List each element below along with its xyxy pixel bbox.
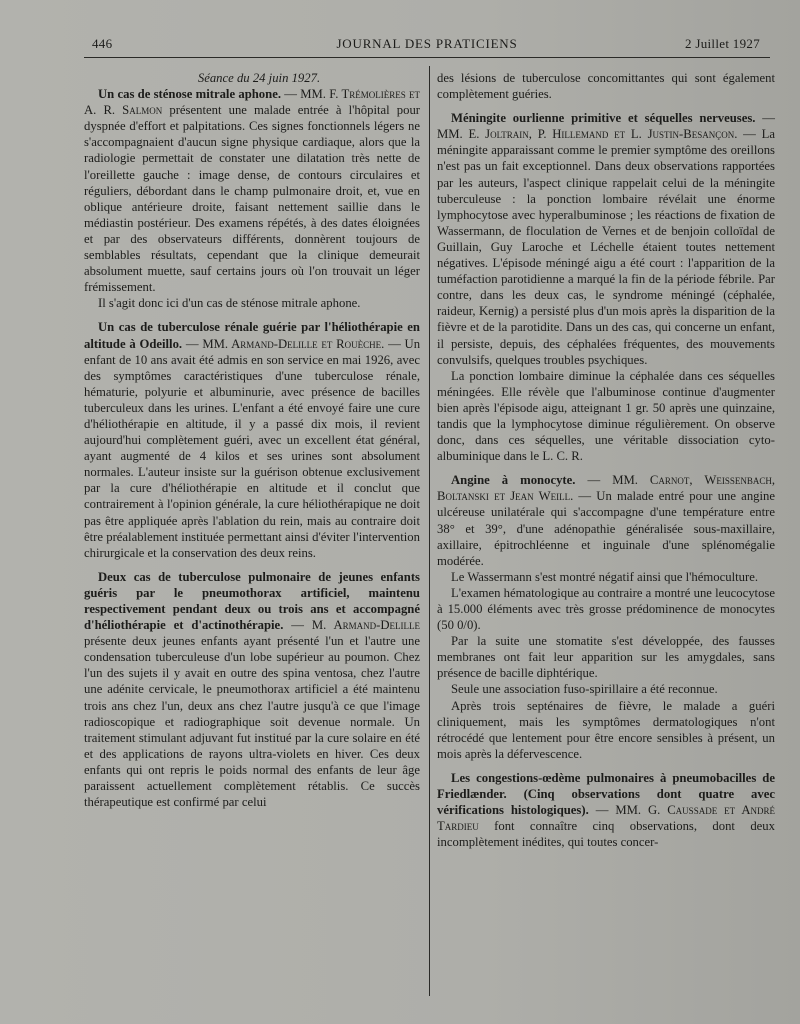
continued-paragraph: des lésions de tuberculose concomittantes qui sont également complètement guéries. <box>437 71 775 102</box>
article-title: Les congestions-œdème pulmonaires à pneumobacilles de Friedlænder. (Cinq observations dont quatre avec vérifications histologiques). <box>437 770 775 818</box>
article-authors: M. Armand-Delille <box>311 618 421 633</box>
article-tuberculose-renale: Un cas de tuberculose rénale guérie par l'héliothérapie en altitude à Odeillo. — MM. Armand-Delille et Rouèche. — Un enfant de 10 ans avait été admis en son service en mai 1926, avec des symptômes caractéristiques d'une tuberculose rénale, hématurie, polyurie et albuminurie, avec présence de bacilles tuberculeux dans les urines. L'enfant a été envoyé faire une cure d'héliothérapie en altitude, il y a passé dix mois, il revient aujourd'hui complètement guéri, avec un excellent état général, ayant augmenté de 4 kilos et ses urines sont absolument normales. L'auteur insiste sur la guérison obtenue exclusivement par la cure d'héliothérapie en altitude et il conclut que contrairement à l'opinion générale, la cure héliothérapique ne doit pas être appliquée après l'ablation du rein, mais au contraire doit être préalablement instituée permettant ainsi d'éviter l'intervention chirurgicale et la conservation des deux reins. <box>84 320 421 560</box>
article-meningite-ourlienne: Méningite ourlienne primitive et séquelles nerveuses. — MM. E. Joltrain, P. Hillemand et L. Justin-Besançon. — La méningite apparaissant comme le premier symptôme des oreillons n'est pas un fait exceptionnel. Dans deux observations rapportées par les auteurs, l'aspect clinique rappelait celui de la méningite tuberculeuse : la ponction lombaire révélait une énorme lymphocytose avec hyperalbuminose ; les réactions de fixation de Wassermann, de floculation de Vernes et de benjoin colloïdal de Guillain, Guy Laroche et Léchelle étaient toutes nettement négatives. L'épisode méningé aigu a été court : l'apparition de la tuméfaction parotidienne a marqué la fin de la période fébrile. Par contre, dans les deux cas, le syndrome méningé (céphalée, raideur, Kernig) a persisté plus d'un mois après la disparition de la fièvre et de la parotidite. Dans un des cas, qui concerne un enfant, il persiste, depuis, des céphalées fréquentes, des mouvements convulsifs, quelques troubles psychiques. <box>437 111 776 367</box>
article-body: présentent une malade entrée à l'hôpital pour dyspnée d'effort et palpitations. Ces signes fonctionnels légers ne s'accompagnaient d'aucun signe physique cardiaque, alors que la radiologie permettait de constater une dilatation très nette de l'oreillette gauche : image dense, de contours circulaires et réguliers, débordant dans le champ pulmonaire droit, et, vue en oblique antérieure droite, faisant nettement saillie dans le médiastin postérieur. Des examens répétés, à des dates éloignées et par des observateurs différents, donnèrent toujours de semblables résultats, cependant que la clinique demeurait absolument muette, sauf certains jours où l'on trouvait un léger frémissement. <box>84 103 421 295</box>
header-rule <box>84 57 770 58</box>
running-header <box>84 36 770 56</box>
paragraph: L'examen hématologique au contraire a montré une leucocytose à 15.000 éléments avec très grosse prédominence de monocytes (50 0/0). <box>437 585 775 633</box>
article-stenose-mitrale: Un cas de sténose mitrale aphone. — MM. F. Trémolières et A. R. Salmon présentent une malade entrée à l'hôpital pour dyspnée d'effort et palpitations. Ces signes fonctionnels légers ne s'accompagnaient d'aucun signe physique cardiaque, alors que la radiologie permettait de constater une dilatation très nette de l'oreillette gauche : image dense, de contours circulaires et réguliers, débordant dans le champ pulmonaire droit, et, vue en oblique antérieure droite, faisant nettement saillie dans le médiastin postérieur. Des examens répétés, à des dates éloignées et par des observateurs différents, donnèrent toujours de semblables résultats, cependant que la clinique demeurait absolument muette, sauf certains jours où l'on trouvait un léger frémissement. <box>84 87 421 295</box>
article-title: Méningite ourlienne primitive et séquelles nerveuses. <box>451 111 756 126</box>
paragraph: Il s'agit donc ici d'un cas de sténose mitrale aphone. <box>98 296 361 311</box>
article-body: Un enfant de 10 ans avait été admis en son service en mai 1926, avec des symptômes caractéristiques d'une tuberculose rénale, hématurie, polyurie et albuminurie, avec présence de bacilles tuberculeux dans les urines. L'enfant a été envoyé faire une cure d'héliothérapie en altitude, il y a passé dix mois, il revient aujourd'hui complètement guéri, avec un excellent état général, ayant augmenté de 4 kilos et ses urines sont absolument normales. L'auteur insiste sur la guérison obtenue exclusivement par la cure d'héliothérapie en altitude et il conclut que contrairement à l'opinion générale, la cure héliothérapique ne doit pas être appliquée après l'ablation du rein, mais au contraire doit être préalablement instituée permettant ainsi d'éviter l'intervention chirurgicale et la conservation des deux reins. <box>84 336 421 560</box>
article-title: Angine à monocyte. <box>451 473 576 488</box>
issue-date: 2 Juillet 1927 <box>685 36 760 51</box>
paragraph: Le Wassermann s'est montré négatif ainsi que l'hémoculture. <box>451 569 759 584</box>
article-title: Un cas de sténose mitrale aphone. <box>98 87 282 102</box>
paragraph: Par la suite une stomatite s'est développée, des fausses membranes ont fait leur apparition sur les amygdales, sans présence de bacille diphtérique. <box>437 634 775 681</box>
article-body: La méningite apparaissant comme le premier symptôme des oreillons n'est pas un fait exceptionnel. Dans deux observations rapportées par les auteurs, l'aspect clinique rappelait celui de la méningite tuberculeuse : la ponction lombaire révélait une énorme lymphocytose avec hyperalbuminose ; les réactions de fixation de Wassermann, de floculation de Vernes et de benjoin colloïdal de Guillain, Guy Laroche et Léchelle étaient toutes nettement négatives. L'épisode méningé aigu a été court : l'apparition de la tuméfaction parotidienne a marqué la fin de la période fébrile. Par contre, dans les deux cas, le syndrome méningé (céphalée, raideur, Kernig) a persisté plus d'un mois après la disparition de la fièvre et de la parotidite. Dans un des cas, qui concerne un enfant, il persiste, depuis, des céphalées fréquentes, des mouvements convulsifs, quelques troubles psychiques. <box>437 127 776 367</box>
article-congestions-oedeme: Les congestions-œdème pulmonaires à pneumobacilles de Friedlænder. (Cinq observations dont quatre avec vérifications histologiques). — MM. G. Caussade et André Tardieu font connaître cinq observations, dont deux incomplètement inédites, qui toutes concer- <box>437 770 775 850</box>
left-column <box>84 70 420 810</box>
article-authors: MM. Armand-Delille et Rouèche. <box>202 336 385 351</box>
article-body: Un malade entré pour une angine ulcéreuse unilatérale qui s'accompagne d'une température entre 38° et 39°, d'une adénopathie généralisée sous-maxillaire, axillaire, épitrochléenne et inguinale d'une splénomégalie modérée. <box>437 489 776 568</box>
paragraph: Seule une association fuso-spirillaire a été reconnue. <box>451 682 718 697</box>
article-body: font connaître cinq observations, dont deux incomplètement inédites, qui toutes concer- <box>437 819 775 850</box>
page-number: 446 <box>92 36 113 51</box>
article-title: Deux cas de tuberculose pulmonaire de jeunes enfants guéris par le pneumothorax artificiel, maintenu respectivement pendant deux ou trois ans et accompagné d'héliothérapie et d'actinothérapie. <box>84 569 420 633</box>
article-angine-monocyte: Angine à monocyte. — MM. Carnot, Weissenbach, Boltanski et Jean Weill. — Un malade entré pour une angine ulcéreuse unilatérale qui s'accompagne d'une température entre 38° et 39°, d'une adénopathie généralisée sous-maxillaire, axillaire, épitrochléenne et inguinale d'une splénomégalie modérée. <box>437 473 776 568</box>
article-title: Un cas de tuberculose rénale guérie par l'héliothérapie en altitude à Odeillo. <box>84 320 420 351</box>
column-divider <box>429 66 430 996</box>
right-column <box>437 70 775 850</box>
session-heading: Séance du 24 juin 1927. <box>197 71 321 85</box>
paragraph: La ponction lombaire diminue la céphalée dans ces séquelles méningées. Elle révèle que l'albuminose continue d'augmenter bien après l'épisode aigu, atteignant 1 gr. 50 après une quinzaine, tandis que la lymphocytose diminue régulièrement. On observe donc, dans ces séquelles, une véritable dissociation cyto-albuminique dans le L. C. R. <box>437 368 775 464</box>
article-body: présente deux jeunes enfants ayant présenté l'un et l'autre une condensation tuberculeuse d'un lobe supérieur au poumon. Chez l'un des sujets il y avait en outre des spina ventosa, chez l'autre une adénite cervicale, le pneumothorax artificiel a été maintenu trois ans chez l'un, deux ans chez l'autre jusqu'à ce que l'image radioscopique et radiographique soit devenue normale. Un traitement stimulant adjuvant fut institué par la cure solaire en été et des applications de rayons ultra-violets en hiver. Ces deux enfants qui ont repris le poids normal des enfants de leur âge paraissent actuellement complètement rétablis. Ce succès thérapeutique est confirmé par celui <box>84 634 420 810</box>
paragraph: Après trois septénaires de fièvre, le malade a guéri cliniquement, mais les symptômes dermatologiques n'ont rétrocédé que lentement pour être encore sensibles à présent, un mois après la défervescence. <box>437 698 775 761</box>
article-authors: MM. F. Trémolières et A. R. Salmon <box>84 87 420 118</box>
article-authors: MM. E. Joltrain, P. Hillemand et L. Justin-Besançon. <box>437 127 738 142</box>
article-tuberculose-pulmonaire: Deux cas de tuberculose pulmonaire de jeunes enfants guéris par le pneumothorax artificiel, maintenu respectivement pendant deux ou trois ans et accompagné d'héliothérapie et d'actinothérapie. — M. Armand-Delille présente deux jeunes enfants ayant présenté l'un et l'autre une condensation tuberculeuse d'un lobe supérieur au poumon. Chez l'un des sujets il y avait en outre des spina ventosa, chez l'autre une adénite cervicale, le pneumothorax artificiel a été maintenu trois ans chez l'un, deux ans chez l'autre jusqu'à ce que l'image radioscopique et radiographique soit devenue normale. Un traitement stimulant adjuvant fut institué par la cure solaire en été et des applications de rayons ultra-violets en hiver. Ces deux enfants qui ont repris le poids normal des enfants de leur âge paraissent actuellement complètement rétablis. Ce succès thérapeutique est confirmé par celui <box>84 569 421 810</box>
article-authors: MM. G. Caussade et André Tardieu <box>437 803 775 834</box>
journal-title: JOURNAL DES PRATICIENS <box>336 36 518 51</box>
article-authors: MM. Carnot, Weissenbach, Boltanski et Jean Weill. <box>437 473 776 504</box>
